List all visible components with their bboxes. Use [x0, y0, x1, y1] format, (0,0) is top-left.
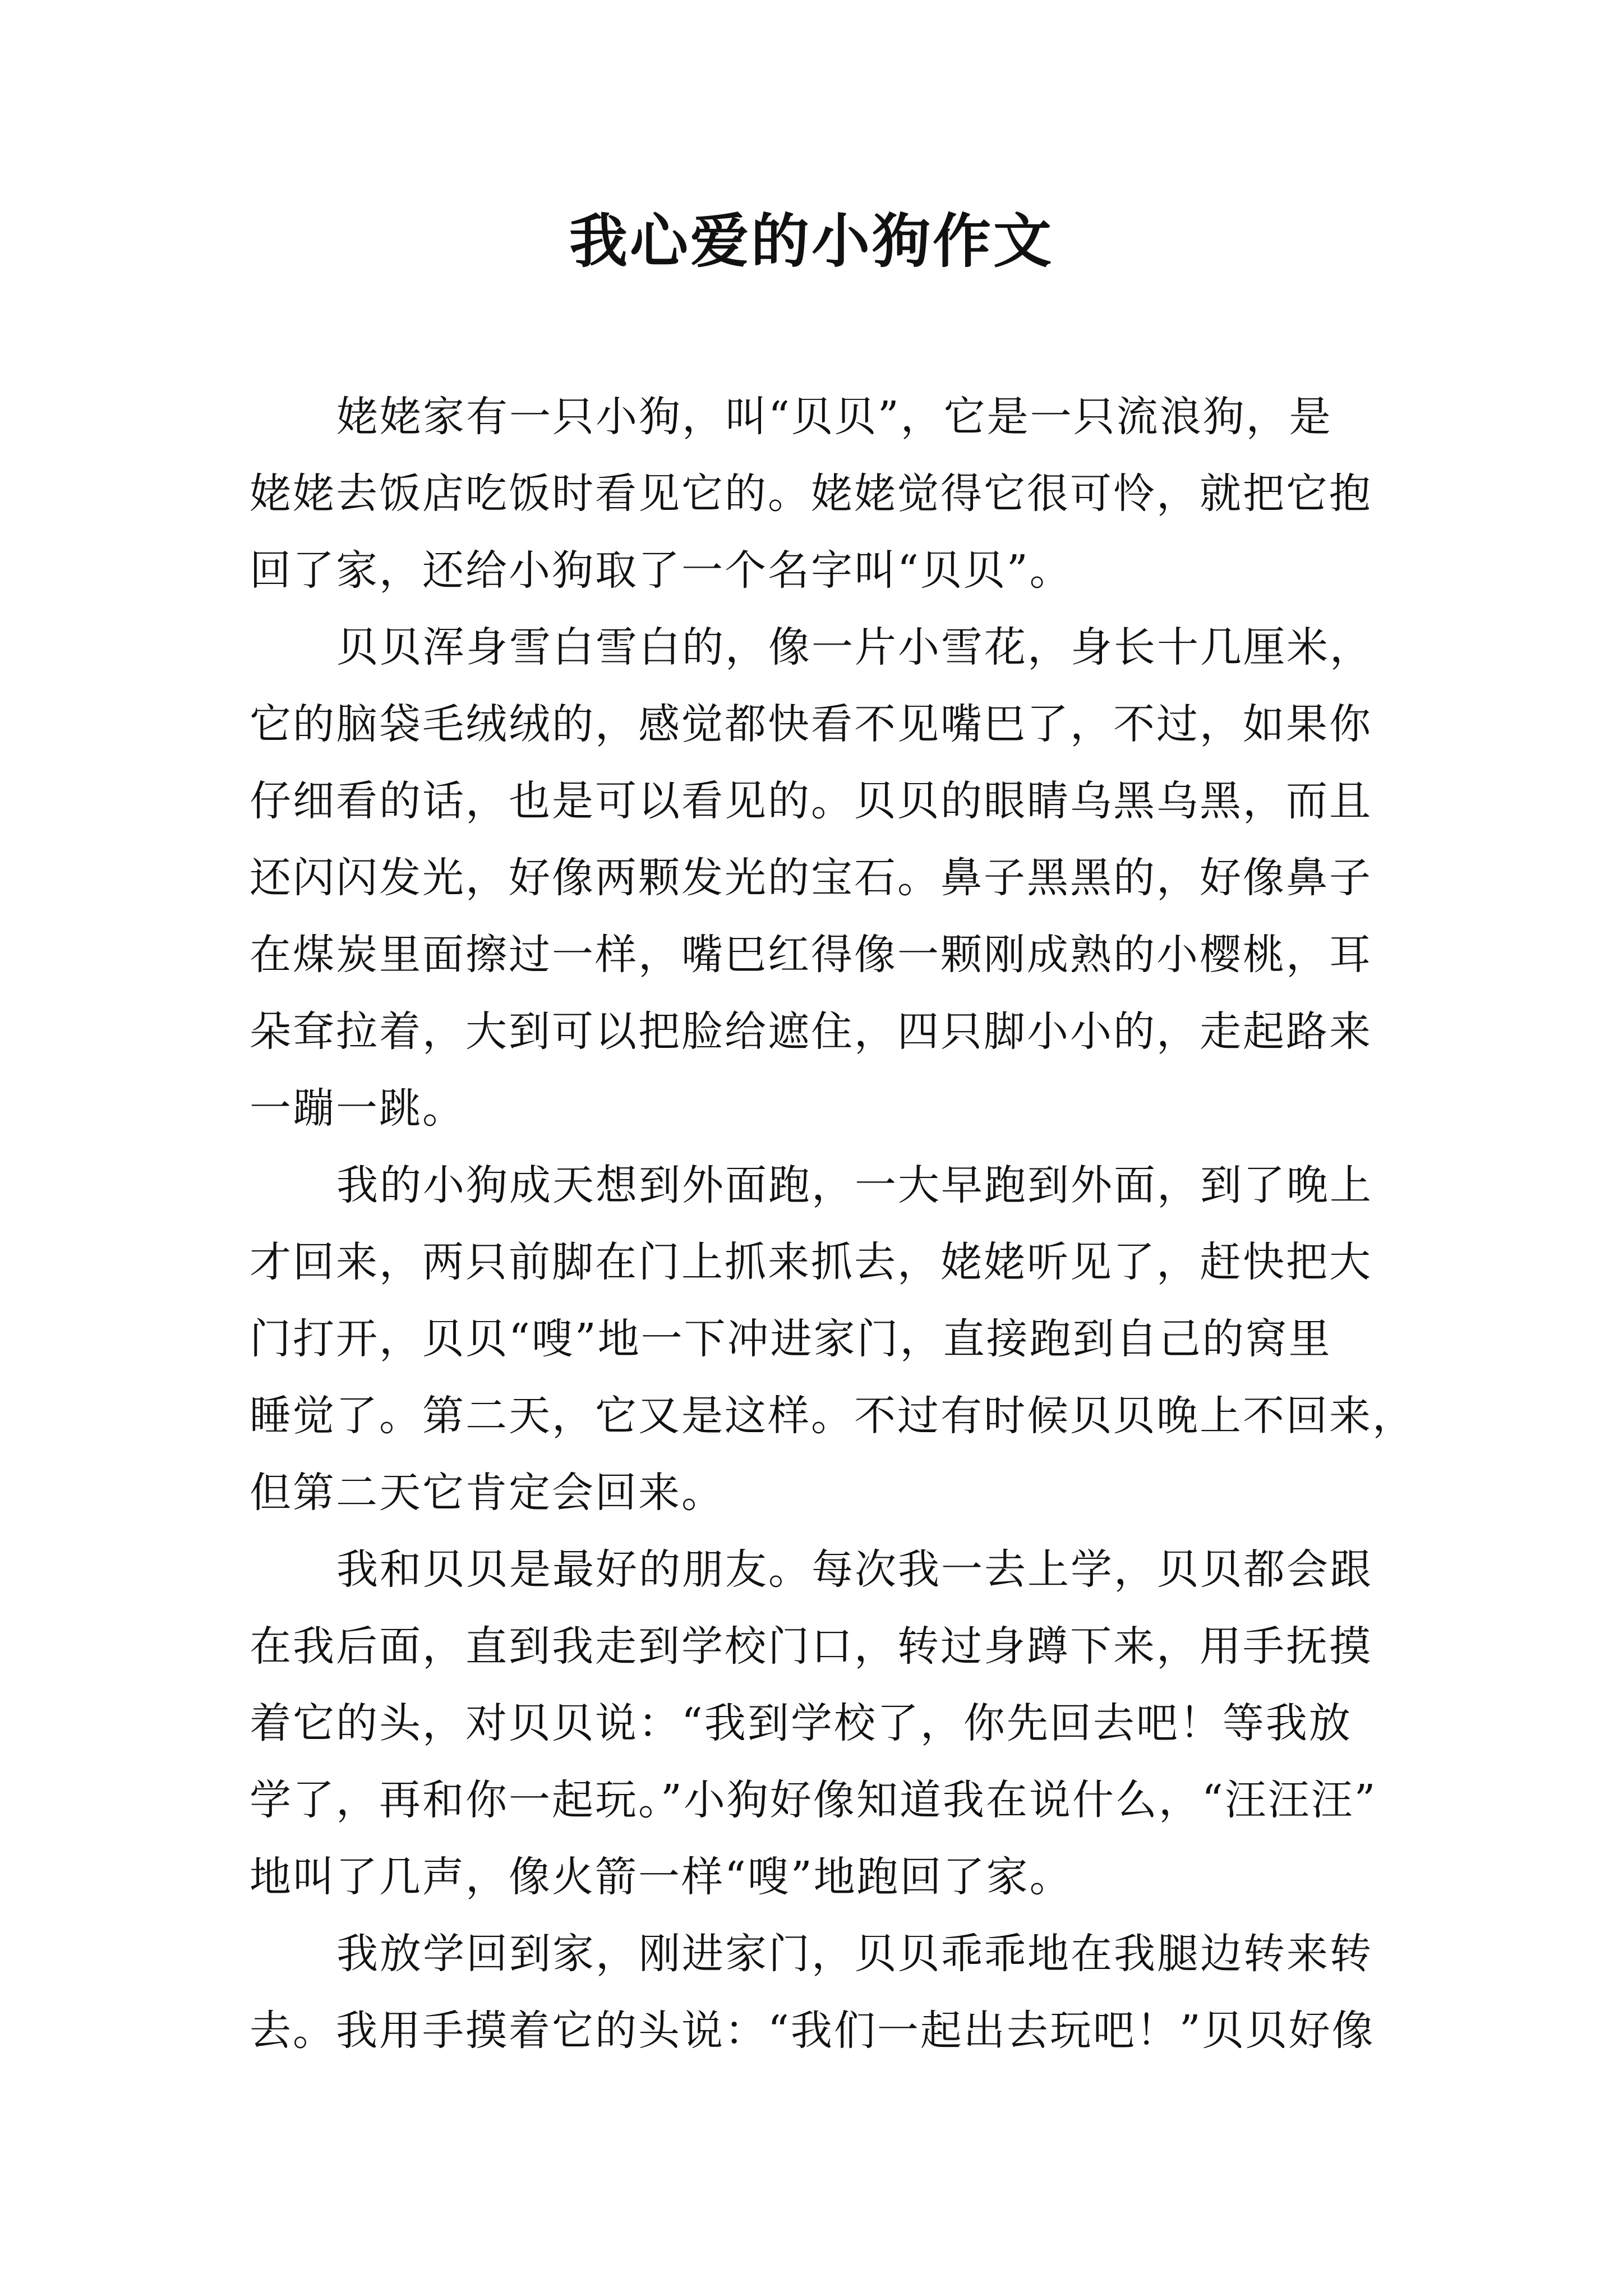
essay-line: 我和贝贝是最好的朋友。每次我一去上学，贝贝都会跟 [336, 1545, 1373, 1594]
essay-line: 姥姥去饭店吃饭时看见它的。姥姥觉得它很可怜，就把它抱 [250, 470, 1372, 518]
essay-line: 在我后面，直到我走到学校门口，转过身蹲下来，用手抚摸 [250, 1622, 1372, 1671]
essay-line: 还闪闪发光，好像两颗发光的宝石。鼻子黑黑的，好像鼻子 [250, 854, 1372, 902]
essay-line: 学了，再和你一起玩。”小狗好像知道我在说什么，“汪汪汪” [250, 1776, 1377, 1824]
essay-line: 在煤炭里面擦过一样，嘴巴红得像一颗刚成熟的小樱桃，耳 [250, 931, 1372, 979]
essay-line: 仔细看的话，也是可以看见的。贝贝的眼睛乌黑乌黑，而且 [250, 777, 1372, 825]
essay-line: 着它的头，对贝贝说：“我到学校了，你先回去吧！等我放 [250, 1699, 1352, 1747]
essay-line: 去。我用手摸着它的头说：“我们一起出去玩吧！”贝贝好像 [250, 2007, 1375, 2055]
essay-line: 我的小狗成天想到外面跑，一大早跑到外面，到了晚上 [336, 1161, 1373, 1209]
essay-body [250, 379, 1415, 2069]
essay-line: 地叫了几声，像火箭一样“嗖”地跑回了家。 [250, 1853, 1073, 1901]
essay-line: 但第二天它肯定会回来。 [250, 1469, 725, 1517]
essay-line: 朵耷拉着，大到可以把脸给遮住，四只脚小小的，走起路来 [250, 1007, 1372, 1056]
essay-line: 睡觉了。第二天，它又是这样。不过有时候贝贝晚上不回来， [250, 1392, 1415, 1440]
essay-line: 我放学回到家，刚进家门，贝贝乖乖地在我腿边转来转 [336, 1930, 1373, 1978]
essay-line: 才回来，两只前脚在门上抓来抓去，姥姥听见了，赶快把大 [250, 1238, 1372, 1286]
essay-line: 回了家，还给小狗取了一个名字叫“贝贝”。 [250, 546, 1073, 595]
essay-line: 它的脑袋毛绒绒的，感觉都快看不见嘴巴了，不过，如果你 [250, 700, 1372, 748]
page-title: 我心爱的小狗作文 [569, 206, 1054, 275]
essay-line: 一蹦一跳。 [250, 1084, 465, 1133]
essay-line: 姥姥家有一只小狗，叫“贝贝”，它是一只流浪狗，是 [336, 393, 1332, 441]
essay-line: 门打开，贝贝“嗖”地一下冲进家门，直接跑到自己的窝里 [250, 1315, 1332, 1363]
essay-line: 贝贝浑身雪白雪白的，像一片小雪花，身长十几厘米， [336, 623, 1373, 671]
